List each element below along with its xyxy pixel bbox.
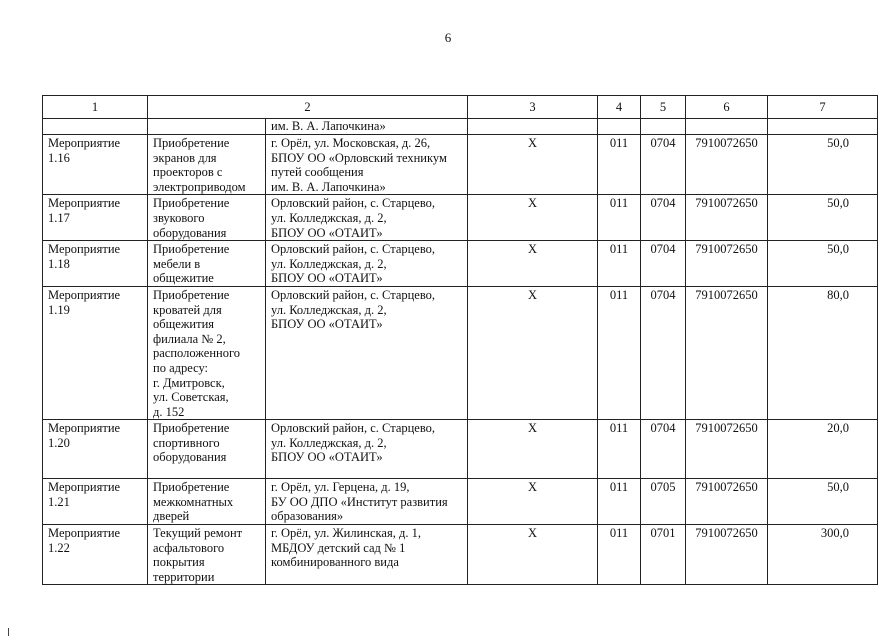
- measure-name-cell-line: Мероприятие: [48, 196, 121, 211]
- measure-description-cell-line: кроватей для: [153, 302, 222, 317]
- measure-address-cell-line: ул. Колледжская, д. 2,: [271, 302, 387, 317]
- measures-table: [42, 95, 878, 585]
- table-row: [43, 479, 878, 525]
- measure-description-cell-line: Приобретение: [153, 287, 230, 302]
- amount-cell: 20,0: [768, 420, 878, 479]
- col6-cell: 7910072650: [686, 195, 768, 241]
- measure-name-cell: [43, 479, 148, 525]
- continuation-cell-name: [43, 119, 148, 135]
- rows-body: [43, 135, 878, 585]
- measure-address-cell-line: г. Орёл, ул. Московская, д. 26,: [271, 136, 431, 150]
- measure-address-cell-line: БУ ОО ДПО «Институт развития: [271, 494, 448, 509]
- continuation-cell-address: [266, 119, 468, 135]
- measure-description-cell-line: Приобретение: [153, 480, 230, 495]
- measure-address-cell-line: Орловский район, с. Старцево,: [271, 196, 436, 211]
- header-cell-6: 6: [686, 96, 768, 119]
- measure-description-cell-line: д. 152: [153, 404, 185, 419]
- measure-description-cell-line: филиала № 2,: [153, 331, 226, 346]
- measure-name-cell: [43, 525, 148, 585]
- continuation-address-line: им. В. А. Лапочкина»: [271, 119, 386, 133]
- measure-description-cell-line: асфальтового: [153, 540, 225, 555]
- measure-address-cell-line: комбинированного вида: [271, 555, 399, 570]
- measure-description-cell-line: Приобретение: [153, 242, 230, 257]
- col3-cell: Х: [468, 286, 598, 419]
- measure-name-cell-line: Мероприятие: [48, 287, 121, 302]
- measure-address-cell: [266, 479, 468, 525]
- measure-description-cell-line: покрытия: [153, 555, 205, 570]
- col5-cell: 0705: [641, 479, 686, 525]
- measure-address-cell-line: МБДОУ детский сад № 1: [271, 540, 406, 555]
- measure-address-cell-line: БПОУ ОО «Орловский техникум: [271, 150, 447, 165]
- measure-description-cell-line: общежитие: [153, 271, 214, 286]
- measure-address-cell-line: им. В. А. Лапочкина»: [271, 179, 386, 194]
- col3-cell: Х: [468, 135, 598, 195]
- measure-name-cell-line: 1.20: [48, 435, 70, 450]
- measure-name-cell-line: 1.18: [48, 256, 70, 271]
- amount-cell: 50,0: [768, 195, 878, 241]
- measure-description-cell-line: дверей: [153, 509, 190, 524]
- amount-cell: 80,0: [768, 286, 878, 419]
- measure-description-cell: [148, 241, 266, 287]
- table-row: [43, 286, 878, 419]
- col4-cell: 011: [598, 195, 641, 241]
- measure-description-cell-line: проекторов с: [153, 165, 223, 180]
- col4-cell: 011: [598, 479, 641, 525]
- continuation-cell-desc: [148, 119, 266, 135]
- col6-cell: 7910072650: [686, 420, 768, 479]
- col5-cell: 0704: [641, 195, 686, 241]
- measure-description-cell-line: г. Дмитровск,: [153, 375, 225, 390]
- continuation-cell-5: [641, 119, 686, 135]
- col5-cell: 0701: [641, 525, 686, 585]
- measure-address-cell-line: БПОУ ОО «ОТАИТ»: [271, 271, 383, 286]
- col5-cell: 0704: [641, 135, 686, 195]
- col5-cell: 0704: [641, 241, 686, 287]
- measure-description-cell-line: Приобретение: [153, 196, 230, 211]
- scan-mark: [8, 628, 9, 636]
- measure-description-cell-line: Приобретение: [153, 136, 230, 150]
- measure-description-cell: [148, 420, 266, 479]
- col3-cell: Х: [468, 420, 598, 479]
- measure-address-cell-line: БПОУ ОО «ОТАИТ»: [271, 450, 383, 465]
- measure-description-cell-line: мебели в: [153, 256, 201, 271]
- measure-description-cell-line: оборудования: [153, 225, 227, 240]
- continuation-row: [43, 119, 878, 135]
- measure-description-cell: [148, 525, 266, 585]
- amount-cell: 50,0: [768, 479, 878, 525]
- measure-description-cell-line: звукового: [153, 210, 205, 225]
- col3-cell: Х: [468, 479, 598, 525]
- measure-name-cell-line: Мероприятие: [48, 480, 121, 495]
- measure-address-cell-line: Орловский район, с. Старцево,: [271, 287, 436, 302]
- header-cell-7: 7: [768, 96, 878, 119]
- amount-cell: 300,0: [768, 525, 878, 585]
- measure-address-cell-line: г. Орёл, ул. Жилинская, д. 1,: [271, 526, 421, 541]
- measure-name-cell-line: Мероприятие: [48, 242, 121, 257]
- measure-name-cell-line: Мероприятие: [48, 136, 121, 150]
- measure-name-cell: [43, 420, 148, 479]
- header-cell-1: 1: [43, 96, 148, 119]
- table-row: [43, 420, 878, 479]
- measure-name-cell: [43, 135, 148, 195]
- continuation-cell-7: [768, 119, 878, 135]
- continuation-cell-3: [468, 119, 598, 135]
- col4-cell: 011: [598, 420, 641, 479]
- col3-cell: Х: [468, 241, 598, 287]
- continuation-cell-6: [686, 119, 768, 135]
- measure-address-cell-line: ул. Колледжская, д. 2,: [271, 210, 387, 225]
- page-number: 6: [444, 30, 452, 45]
- measure-description-cell: [148, 286, 266, 419]
- measure-address-cell-line: Орловский район, с. Старцево,: [271, 421, 436, 436]
- col5-cell: 0704: [641, 286, 686, 419]
- measure-description-cell-line: экранов для: [153, 150, 217, 165]
- measure-address-cell-line: ул. Колледжская, д. 2,: [271, 256, 387, 271]
- col6-cell: 7910072650: [686, 525, 768, 585]
- measure-address-cell-line: Орловский район, с. Старцево,: [271, 242, 436, 257]
- measure-address-cell-line: БПОУ ОО «ОТАИТ»: [271, 225, 383, 240]
- measure-address-cell: [266, 195, 468, 241]
- measure-address-cell-line: путей сообщения: [271, 165, 364, 180]
- col4-cell: 011: [598, 525, 641, 585]
- measure-name-cell-line: Мероприятие: [48, 421, 121, 436]
- measure-name-cell: [43, 195, 148, 241]
- measure-address-cell: [266, 135, 468, 195]
- continuation-cell-4: [598, 119, 641, 135]
- col4-cell: 011: [598, 135, 641, 195]
- col3-cell: Х: [468, 525, 598, 585]
- table-row: [43, 195, 878, 241]
- measure-description-cell-line: по адресу:: [153, 360, 209, 375]
- measure-description-cell: [148, 479, 266, 525]
- measure-name-cell-line: 1.17: [48, 210, 70, 225]
- measure-description-cell: [148, 135, 266, 195]
- measure-name-cell-line: 1.22: [48, 540, 70, 555]
- measure-description-cell-line: расположенного: [153, 346, 241, 361]
- measure-description-cell-line: электроприводом: [153, 179, 246, 194]
- table-row: [43, 135, 878, 195]
- measure-description-cell-line: общежития: [153, 317, 215, 332]
- measure-name-cell: [43, 286, 148, 419]
- measure-address-cell: [266, 525, 468, 585]
- measure-address-cell-line: БПОУ ОО «ОТАИТ»: [271, 317, 383, 332]
- col6-cell: 7910072650: [686, 479, 768, 525]
- header-cell-4: 4: [598, 96, 641, 119]
- measure-description-cell-line: территории: [153, 569, 215, 584]
- col4-cell: 011: [598, 241, 641, 287]
- col6-cell: 7910072650: [686, 135, 768, 195]
- measure-description-cell-line: межкомнатных: [153, 494, 234, 509]
- col3-cell: Х: [468, 195, 598, 241]
- measure-address-cell-line: г. Орёл, ул. Герцена, д. 19,: [271, 480, 410, 495]
- measure-name-cell-line: Мероприятие: [48, 526, 121, 541]
- measure-description-cell-line: ул. Советская,: [153, 390, 229, 405]
- col4-cell: 011: [598, 286, 641, 419]
- measure-address-cell: [266, 241, 468, 287]
- measure-address-cell: [266, 420, 468, 479]
- measure-name-cell-line: 1.21: [48, 494, 70, 509]
- measure-name-cell-line: 1.16: [48, 150, 70, 165]
- measure-description-cell: [148, 195, 266, 241]
- measure-name-cell-line: 1.19: [48, 302, 70, 317]
- col6-cell: 7910072650: [686, 241, 768, 287]
- header-cell-5: 5: [641, 96, 686, 119]
- table-row: [43, 241, 878, 287]
- measure-address-cell-line: ул. Колледжская, д. 2,: [271, 435, 387, 450]
- measure-address-cell: [266, 286, 468, 419]
- measure-address-cell-line: образования»: [271, 509, 344, 524]
- header-cell-2: 2: [148, 96, 468, 119]
- measure-description-cell-line: спортивного: [153, 435, 220, 450]
- header-row: [43, 96, 878, 119]
- measure-description-cell-line: оборудования: [153, 450, 227, 465]
- header-cell-3: 3: [468, 96, 598, 119]
- measure-description-cell-line: Приобретение: [153, 421, 230, 436]
- col5-cell: 0704: [641, 420, 686, 479]
- amount-cell: 50,0: [768, 241, 878, 287]
- amount-cell: 50,0: [768, 135, 878, 195]
- table-row: [43, 525, 878, 585]
- measure-name-cell: [43, 241, 148, 287]
- col6-cell: 7910072650: [686, 286, 768, 419]
- measure-description-cell-line: Текущий ремонт: [153, 526, 243, 541]
